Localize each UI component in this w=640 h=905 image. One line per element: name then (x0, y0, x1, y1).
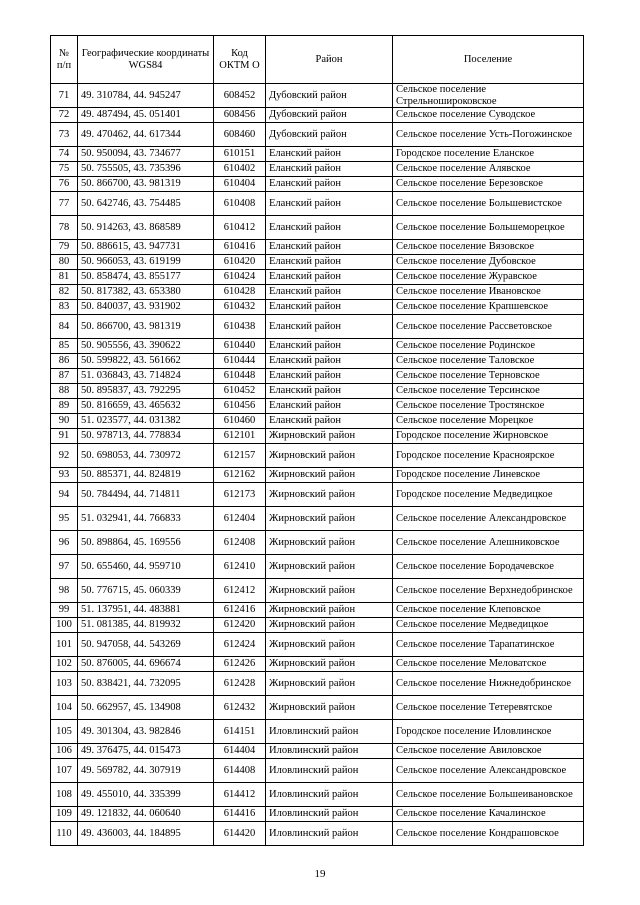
district-cell: Еланский район (266, 315, 393, 339)
oktmo-cell: 612408 (214, 531, 266, 555)
table-row (51, 399, 584, 414)
settlement-cell: Сельское поселение Родинское (393, 339, 584, 354)
district-cell: Еланский район (266, 192, 393, 216)
settlement-cell: Городское поселение Еланское (393, 147, 584, 162)
table-row (51, 429, 584, 444)
table-row (51, 531, 584, 555)
coordinates-cell: 50. 876005, 44. 696674 (78, 657, 214, 672)
table-row (51, 483, 584, 507)
table-row (51, 603, 584, 618)
coordinates-cell: 50. 662957, 45. 134908 (78, 696, 214, 720)
coordinates-cell: 50. 858474, 43. 855177 (78, 270, 214, 285)
district-cell: Еланский район (266, 270, 393, 285)
oktmo-cell: 612101 (214, 429, 266, 444)
settlement-cell: Сельское поселение Тростянское (393, 399, 584, 414)
table-row (51, 696, 584, 720)
oktmo-cell: 610151 (214, 147, 266, 162)
row-number: 74 (51, 147, 78, 162)
coordinates-cell: 49. 376475, 44. 015473 (78, 744, 214, 759)
row-number: 99 (51, 603, 78, 618)
district-cell: Иловлинский район (266, 807, 393, 822)
row-number: 90 (51, 414, 78, 429)
page-number: 19 (314, 868, 326, 880)
settlement-cell: Сельское поселение Верхнедобринское (393, 579, 584, 603)
coordinates-cell: 50. 905556, 43. 390622 (78, 339, 214, 354)
district-cell: Дубовский район (266, 123, 393, 147)
settlement-cell: Сельское поселение Медведицкое (393, 618, 584, 633)
oktmo-cell: 610424 (214, 270, 266, 285)
table-row (51, 162, 584, 177)
coordinates-cell: 49. 470462, 44. 617344 (78, 123, 214, 147)
coordinates-cell: 49. 487494, 45. 051401 (78, 108, 214, 123)
header-district: Район (266, 36, 393, 84)
table-row (51, 192, 584, 216)
row-number: 72 (51, 108, 78, 123)
row-number: 84 (51, 315, 78, 339)
row-number: 80 (51, 255, 78, 270)
coordinates-cell: 50. 895837, 43. 792295 (78, 384, 214, 399)
coordinates-cell: 49. 455010, 44. 335399 (78, 783, 214, 807)
oktmo-cell: 610428 (214, 285, 266, 300)
district-cell: Дубовский район (266, 108, 393, 123)
district-cell: Еланский район (266, 255, 393, 270)
oktmo-cell: 610420 (214, 255, 266, 270)
settlement-cell: Сельское поселение Усть-Погожинское (393, 123, 584, 147)
coordinates-cell: 50. 642746, 43. 754485 (78, 192, 214, 216)
settlement-cell: Сельское поселение Меловатское (393, 657, 584, 672)
oktmo-cell: 612173 (214, 483, 266, 507)
row-number: 106 (51, 744, 78, 759)
coordinates-cell: 51. 036843, 43. 714824 (78, 369, 214, 384)
settlement-cell: Сельское поселение Вязовское (393, 240, 584, 255)
district-cell: Еланский район (266, 399, 393, 414)
coordinates-cell: 50. 698053, 44. 730972 (78, 444, 214, 468)
coordinates-cell: 49. 121832, 44. 060640 (78, 807, 214, 822)
row-number: 105 (51, 720, 78, 744)
district-cell: Жирновский район (266, 618, 393, 633)
settlement-cell: Сельское поселение Кондрашовское (393, 822, 584, 846)
table-row (51, 123, 584, 147)
settlement-cell: Сельское поселение Большеморецкое (393, 216, 584, 240)
table-row (51, 369, 584, 384)
coordinates-cell: 50. 978713, 44. 778834 (78, 429, 214, 444)
settlement-cell: Городское поселение Линевское (393, 468, 584, 483)
oktmo-cell: 610448 (214, 369, 266, 384)
row-number: 76 (51, 177, 78, 192)
settlement-cell: Сельское поселение Алешниковское (393, 531, 584, 555)
settlement-cell: Сельское поселение Большевистское (393, 192, 584, 216)
district-cell: Иловлинский район (266, 783, 393, 807)
oktmo-cell: 610432 (214, 300, 266, 315)
settlement-cell: Сельское поселение Авиловское (393, 744, 584, 759)
table-row (51, 822, 584, 846)
district-cell: Жирновский район (266, 531, 393, 555)
district-cell: Жирновский район (266, 555, 393, 579)
oktmo-cell: 612162 (214, 468, 266, 483)
settlement-cell: Сельское поселение Александровское (393, 507, 584, 531)
header-settlement: Поселение (393, 36, 584, 84)
district-cell: Жирновский район (266, 672, 393, 696)
coordinates-cell: 50. 655460, 44. 959710 (78, 555, 214, 579)
header-coords: Географические координаты WGS84 (78, 36, 214, 84)
oktmo-cell: 610444 (214, 354, 266, 369)
district-cell: Дубовский район (266, 84, 393, 108)
oktmo-cell: 614416 (214, 807, 266, 822)
table-row (51, 744, 584, 759)
table-row (51, 384, 584, 399)
district-cell: Еланский район (266, 240, 393, 255)
oktmo-cell: 610404 (214, 177, 266, 192)
table-row (51, 354, 584, 369)
coordinates-cell: 50. 838421, 44. 732095 (78, 672, 214, 696)
oktmo-cell: 610452 (214, 384, 266, 399)
oktmo-cell: 612416 (214, 603, 266, 618)
table-row (51, 147, 584, 162)
district-cell: Жирновский район (266, 657, 393, 672)
district-cell: Жирновский район (266, 696, 393, 720)
row-number: 110 (51, 822, 78, 846)
oktmo-cell: 610460 (214, 414, 266, 429)
settlement-cell: Сельское поселение Ивановское (393, 285, 584, 300)
district-cell: Жирновский район (266, 483, 393, 507)
row-number: 96 (51, 531, 78, 555)
table-row (51, 285, 584, 300)
coordinates-cell: 51. 137951, 44. 483881 (78, 603, 214, 618)
row-number: 79 (51, 240, 78, 255)
district-cell: Жирновский район (266, 603, 393, 618)
table-row (51, 507, 584, 531)
table-row (51, 759, 584, 783)
settlements-table (50, 35, 584, 846)
oktmo-cell: 612428 (214, 672, 266, 696)
table-row (51, 300, 584, 315)
settlement-cell: Сельское поселение Березовское (393, 177, 584, 192)
district-cell: Еланский район (266, 339, 393, 354)
coordinates-cell: 50. 816659, 43. 465632 (78, 399, 214, 414)
row-number: 81 (51, 270, 78, 285)
oktmo-cell: 614151 (214, 720, 266, 744)
row-number: 109 (51, 807, 78, 822)
coordinates-cell: 49. 301304, 43. 982846 (78, 720, 214, 744)
table-row (51, 657, 584, 672)
coordinates-cell: 50. 886615, 43. 947731 (78, 240, 214, 255)
row-number: 88 (51, 384, 78, 399)
row-number: 78 (51, 216, 78, 240)
row-number: 73 (51, 123, 78, 147)
settlement-cell: Сельское поселение Бородачевское (393, 555, 584, 579)
coordinates-cell: 49. 569782, 44. 307919 (78, 759, 214, 783)
row-number: 87 (51, 369, 78, 384)
table-row (51, 633, 584, 657)
coordinates-cell: 50. 966053, 43. 619199 (78, 255, 214, 270)
settlement-cell: Сельское поселение Суводское (393, 108, 584, 123)
table-row (51, 783, 584, 807)
oktmo-cell: 610438 (214, 315, 266, 339)
row-number: 83 (51, 300, 78, 315)
district-cell: Еланский район (266, 300, 393, 315)
oktmo-cell: 610456 (214, 399, 266, 414)
settlement-cell: Сельское поселение Тарапатинское (393, 633, 584, 657)
oktmo-cell: 612432 (214, 696, 266, 720)
settlement-cell: Сельское поселение Тетеревятское (393, 696, 584, 720)
coordinates-cell: 50. 599822, 43. 561662 (78, 354, 214, 369)
row-number: 104 (51, 696, 78, 720)
row-number: 86 (51, 354, 78, 369)
coordinates-cell: 50. 914263, 43. 868589 (78, 216, 214, 240)
district-cell: Жирновский район (266, 507, 393, 531)
coordinates-cell: 50. 885371, 44. 824819 (78, 468, 214, 483)
row-number: 77 (51, 192, 78, 216)
table-row (51, 270, 584, 285)
oktmo-cell: 610416 (214, 240, 266, 255)
district-cell: Еланский район (266, 216, 393, 240)
settlement-cell: Городское поселение Красноярское (393, 444, 584, 468)
district-cell: Еланский район (266, 354, 393, 369)
district-cell: Жирновский район (266, 429, 393, 444)
oktmo-cell: 614420 (214, 822, 266, 846)
oktmo-cell: 612426 (214, 657, 266, 672)
oktmo-cell: 612424 (214, 633, 266, 657)
coordinates-cell: 49. 310784, 44. 945247 (78, 84, 214, 108)
table-row (51, 672, 584, 696)
settlement-cell: Городское поселение Медведицкое (393, 483, 584, 507)
table-row (51, 177, 584, 192)
table-row (51, 618, 584, 633)
row-number: 85 (51, 339, 78, 354)
oktmo-cell: 612412 (214, 579, 266, 603)
oktmo-cell: 610440 (214, 339, 266, 354)
oktmo-cell: 610412 (214, 216, 266, 240)
row-number: 108 (51, 783, 78, 807)
table-row (51, 720, 584, 744)
district-cell: Жирновский район (266, 444, 393, 468)
district-cell: Еланский район (266, 414, 393, 429)
coordinates-cell: 50. 784494, 44. 714811 (78, 483, 214, 507)
district-cell: Еланский район (266, 162, 393, 177)
row-number: 92 (51, 444, 78, 468)
settlement-cell: Городское поселение Жирновское (393, 429, 584, 444)
district-cell: Иловлинский район (266, 759, 393, 783)
coordinates-cell: 50. 950094, 43. 734677 (78, 147, 214, 162)
row-number: 71 (51, 84, 78, 108)
settlement-cell: Сельское поселение Дубовское (393, 255, 584, 270)
row-number: 107 (51, 759, 78, 783)
oktmo-cell: 610408 (214, 192, 266, 216)
table-row (51, 339, 584, 354)
oktmo-cell: 612157 (214, 444, 266, 468)
row-number: 89 (51, 399, 78, 414)
settlement-cell: Сельское поселение Крапшевское (393, 300, 584, 315)
coordinates-cell: 50. 947058, 44. 543269 (78, 633, 214, 657)
coordinates-cell: 50. 898864, 45. 169556 (78, 531, 214, 555)
coordinates-cell: 50. 840037, 43. 931902 (78, 300, 214, 315)
coordinates-cell: 50. 866700, 43. 981319 (78, 177, 214, 192)
district-cell: Еланский район (266, 177, 393, 192)
settlement-cell: Сельское поселение Алявское (393, 162, 584, 177)
oktmo-cell: 614412 (214, 783, 266, 807)
table-row (51, 240, 584, 255)
settlement-cell: Сельское поселение Морецкое (393, 414, 584, 429)
settlement-cell: Сельское поселение Журавское (393, 270, 584, 285)
district-cell: Еланский район (266, 285, 393, 300)
coordinates-cell: 49. 436003, 44. 184895 (78, 822, 214, 846)
table-row (51, 468, 584, 483)
table-row (51, 555, 584, 579)
oktmo-cell: 612410 (214, 555, 266, 579)
coordinates-cell: 51. 032941, 44. 766833 (78, 507, 214, 531)
settlement-cell: Сельское поселение Нижнедобринское (393, 672, 584, 696)
table-row (51, 255, 584, 270)
table-row (51, 315, 584, 339)
table-row (51, 84, 584, 108)
table-row (51, 579, 584, 603)
table-row (51, 807, 584, 822)
district-cell: Иловлинский район (266, 720, 393, 744)
oktmo-cell: 610402 (214, 162, 266, 177)
oktmo-cell: 612420 (214, 618, 266, 633)
table-row (51, 216, 584, 240)
coordinates-cell: 50. 776715, 45. 060339 (78, 579, 214, 603)
settlement-cell: Сельское поселение Терсинское (393, 384, 584, 399)
district-cell: Иловлинский район (266, 822, 393, 846)
settlement-cell: Сельское поселение Стрельношироковское (393, 84, 584, 108)
row-number: 97 (51, 555, 78, 579)
row-number: 94 (51, 483, 78, 507)
district-cell: Жирновский район (266, 468, 393, 483)
header-num: № п/п (51, 36, 78, 84)
oktmo-cell: 614404 (214, 744, 266, 759)
table-body (51, 84, 584, 846)
settlement-cell: Сельское поселение Клеповское (393, 603, 584, 618)
district-cell: Жирновский район (266, 633, 393, 657)
row-number: 82 (51, 285, 78, 300)
oktmo-cell: 614408 (214, 759, 266, 783)
table-header-row (51, 36, 584, 84)
district-cell: Еланский район (266, 369, 393, 384)
oktmo-cell: 608456 (214, 108, 266, 123)
row-number: 91 (51, 429, 78, 444)
settlement-cell: Сельское поселение Большеивановское (393, 783, 584, 807)
row-number: 101 (51, 633, 78, 657)
coordinates-cell: 51. 023577, 44. 031382 (78, 414, 214, 429)
table-row (51, 414, 584, 429)
table-row (51, 108, 584, 123)
district-cell: Жирновский район (266, 579, 393, 603)
settlement-cell: Сельское поселение Таловское (393, 354, 584, 369)
coordinates-cell: 50. 866700, 43. 981319 (78, 315, 214, 339)
oktmo-cell: 608460 (214, 123, 266, 147)
table-row (51, 444, 584, 468)
settlement-cell: Сельское поселение Рассветовское (393, 315, 584, 339)
row-number: 102 (51, 657, 78, 672)
row-number: 103 (51, 672, 78, 696)
settlement-cell: Городское поселение Иловлинское (393, 720, 584, 744)
settlement-cell: Сельское поселение Терновское (393, 369, 584, 384)
district-cell: Иловлинский район (266, 744, 393, 759)
oktmo-cell: 608452 (214, 84, 266, 108)
settlement-cell: Сельское поселение Качалинское (393, 807, 584, 822)
district-cell: Еланский район (266, 147, 393, 162)
district-cell: Еланский район (266, 384, 393, 399)
coordinates-cell: 50. 817382, 43. 653380 (78, 285, 214, 300)
coordinates-cell: 50. 755505, 43. 735396 (78, 162, 214, 177)
row-number: 93 (51, 468, 78, 483)
coordinates-cell: 51. 081385, 44. 819932 (78, 618, 214, 633)
settlement-cell: Сельское поселение Александровское (393, 759, 584, 783)
row-number: 95 (51, 507, 78, 531)
row-number: 75 (51, 162, 78, 177)
row-number: 98 (51, 579, 78, 603)
oktmo-cell: 612404 (214, 507, 266, 531)
row-number: 100 (51, 618, 78, 633)
header-oktmo: Код ОКТМ О (214, 36, 266, 84)
